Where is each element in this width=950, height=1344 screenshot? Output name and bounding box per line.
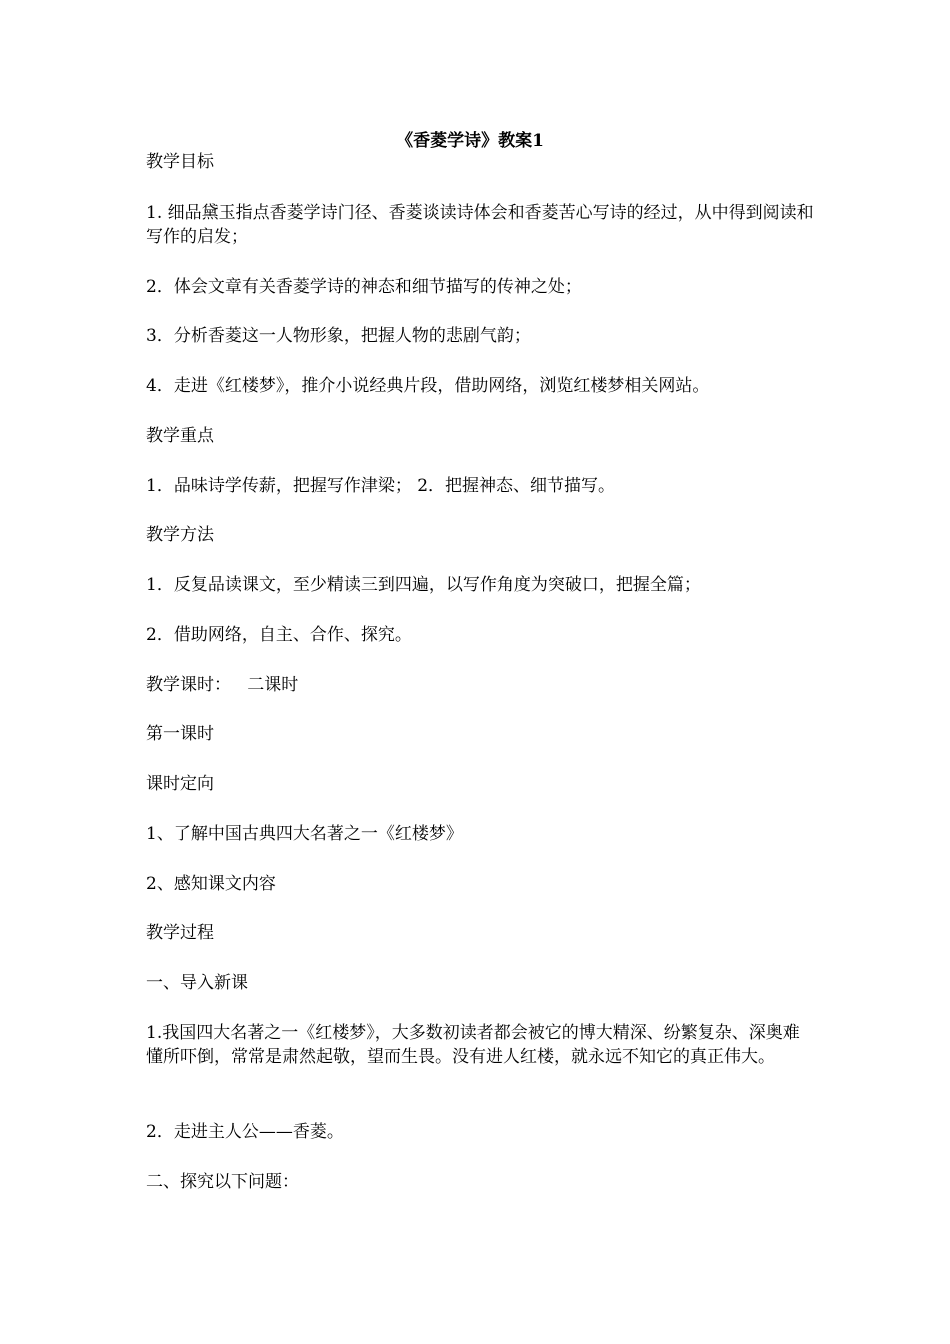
focus-items: 1．品味诗学传薪，把握写作津梁； 2．把握神态、细节描写。 bbox=[146, 476, 616, 496]
heading-teaching-focus: 教学重点 bbox=[146, 426, 214, 446]
orientation-item-2: 2、感知课文内容 bbox=[146, 874, 276, 894]
class-hours: 教学课时： 二课时 bbox=[146, 675, 299, 695]
goal-item-4: 4．走进《红楼梦》，推介小说经典片段，借助网络，浏览红楼梦相关网站。 bbox=[146, 376, 710, 396]
section-intro: 一、导入新课 bbox=[146, 973, 248, 993]
heading-first-lesson: 第一课时 bbox=[146, 724, 214, 744]
method-item-2: 2．借助网络，自主、合作、探究。 bbox=[146, 625, 412, 645]
method-item-1: 1．反复品读课文，至少精读三到四遍，以写作角度为突破口，把握全篇； bbox=[146, 575, 701, 595]
intro-item-1: 1.我国四大名著之一《红楼梦》，大多数初读者都会被它的博大精深、纷繁复杂、深奥难懂所吓倒，常常是肃然起敬，望而生畏。没有进人红楼，就永远不知它的真正伟大。 bbox=[146, 1023, 800, 1067]
section-explore: 二、探究以下问题： bbox=[146, 1172, 299, 1192]
goal-item-3: 3．分析香菱这一人物形象，把握人物的悲剧气韵； bbox=[146, 326, 531, 346]
heading-teaching-methods: 教学方法 bbox=[146, 525, 214, 545]
document-title: 《香菱学诗》教案1 bbox=[396, 131, 544, 151]
intro-item-2: 2．走进主人公——香菱。 bbox=[146, 1122, 344, 1142]
goal-item-2: 2．体会文章有关香菱学诗的神态和细节描写的传神之处； bbox=[146, 277, 582, 297]
heading-teaching-goals: 教学目标 bbox=[146, 152, 214, 172]
orientation-item-1: 1、了解中国古典四大名著之一《红楼梦》 bbox=[146, 824, 463, 844]
goal-item-1: 1. 细品黛玉指点香菱学诗门径、香菱谈读诗体会和香菱苦心写诗的经过，从中得到阅读和写作的启发； bbox=[146, 203, 814, 247]
heading-lesson-orientation: 课时定向 bbox=[146, 774, 214, 794]
heading-teaching-process: 教学过程 bbox=[146, 923, 214, 943]
